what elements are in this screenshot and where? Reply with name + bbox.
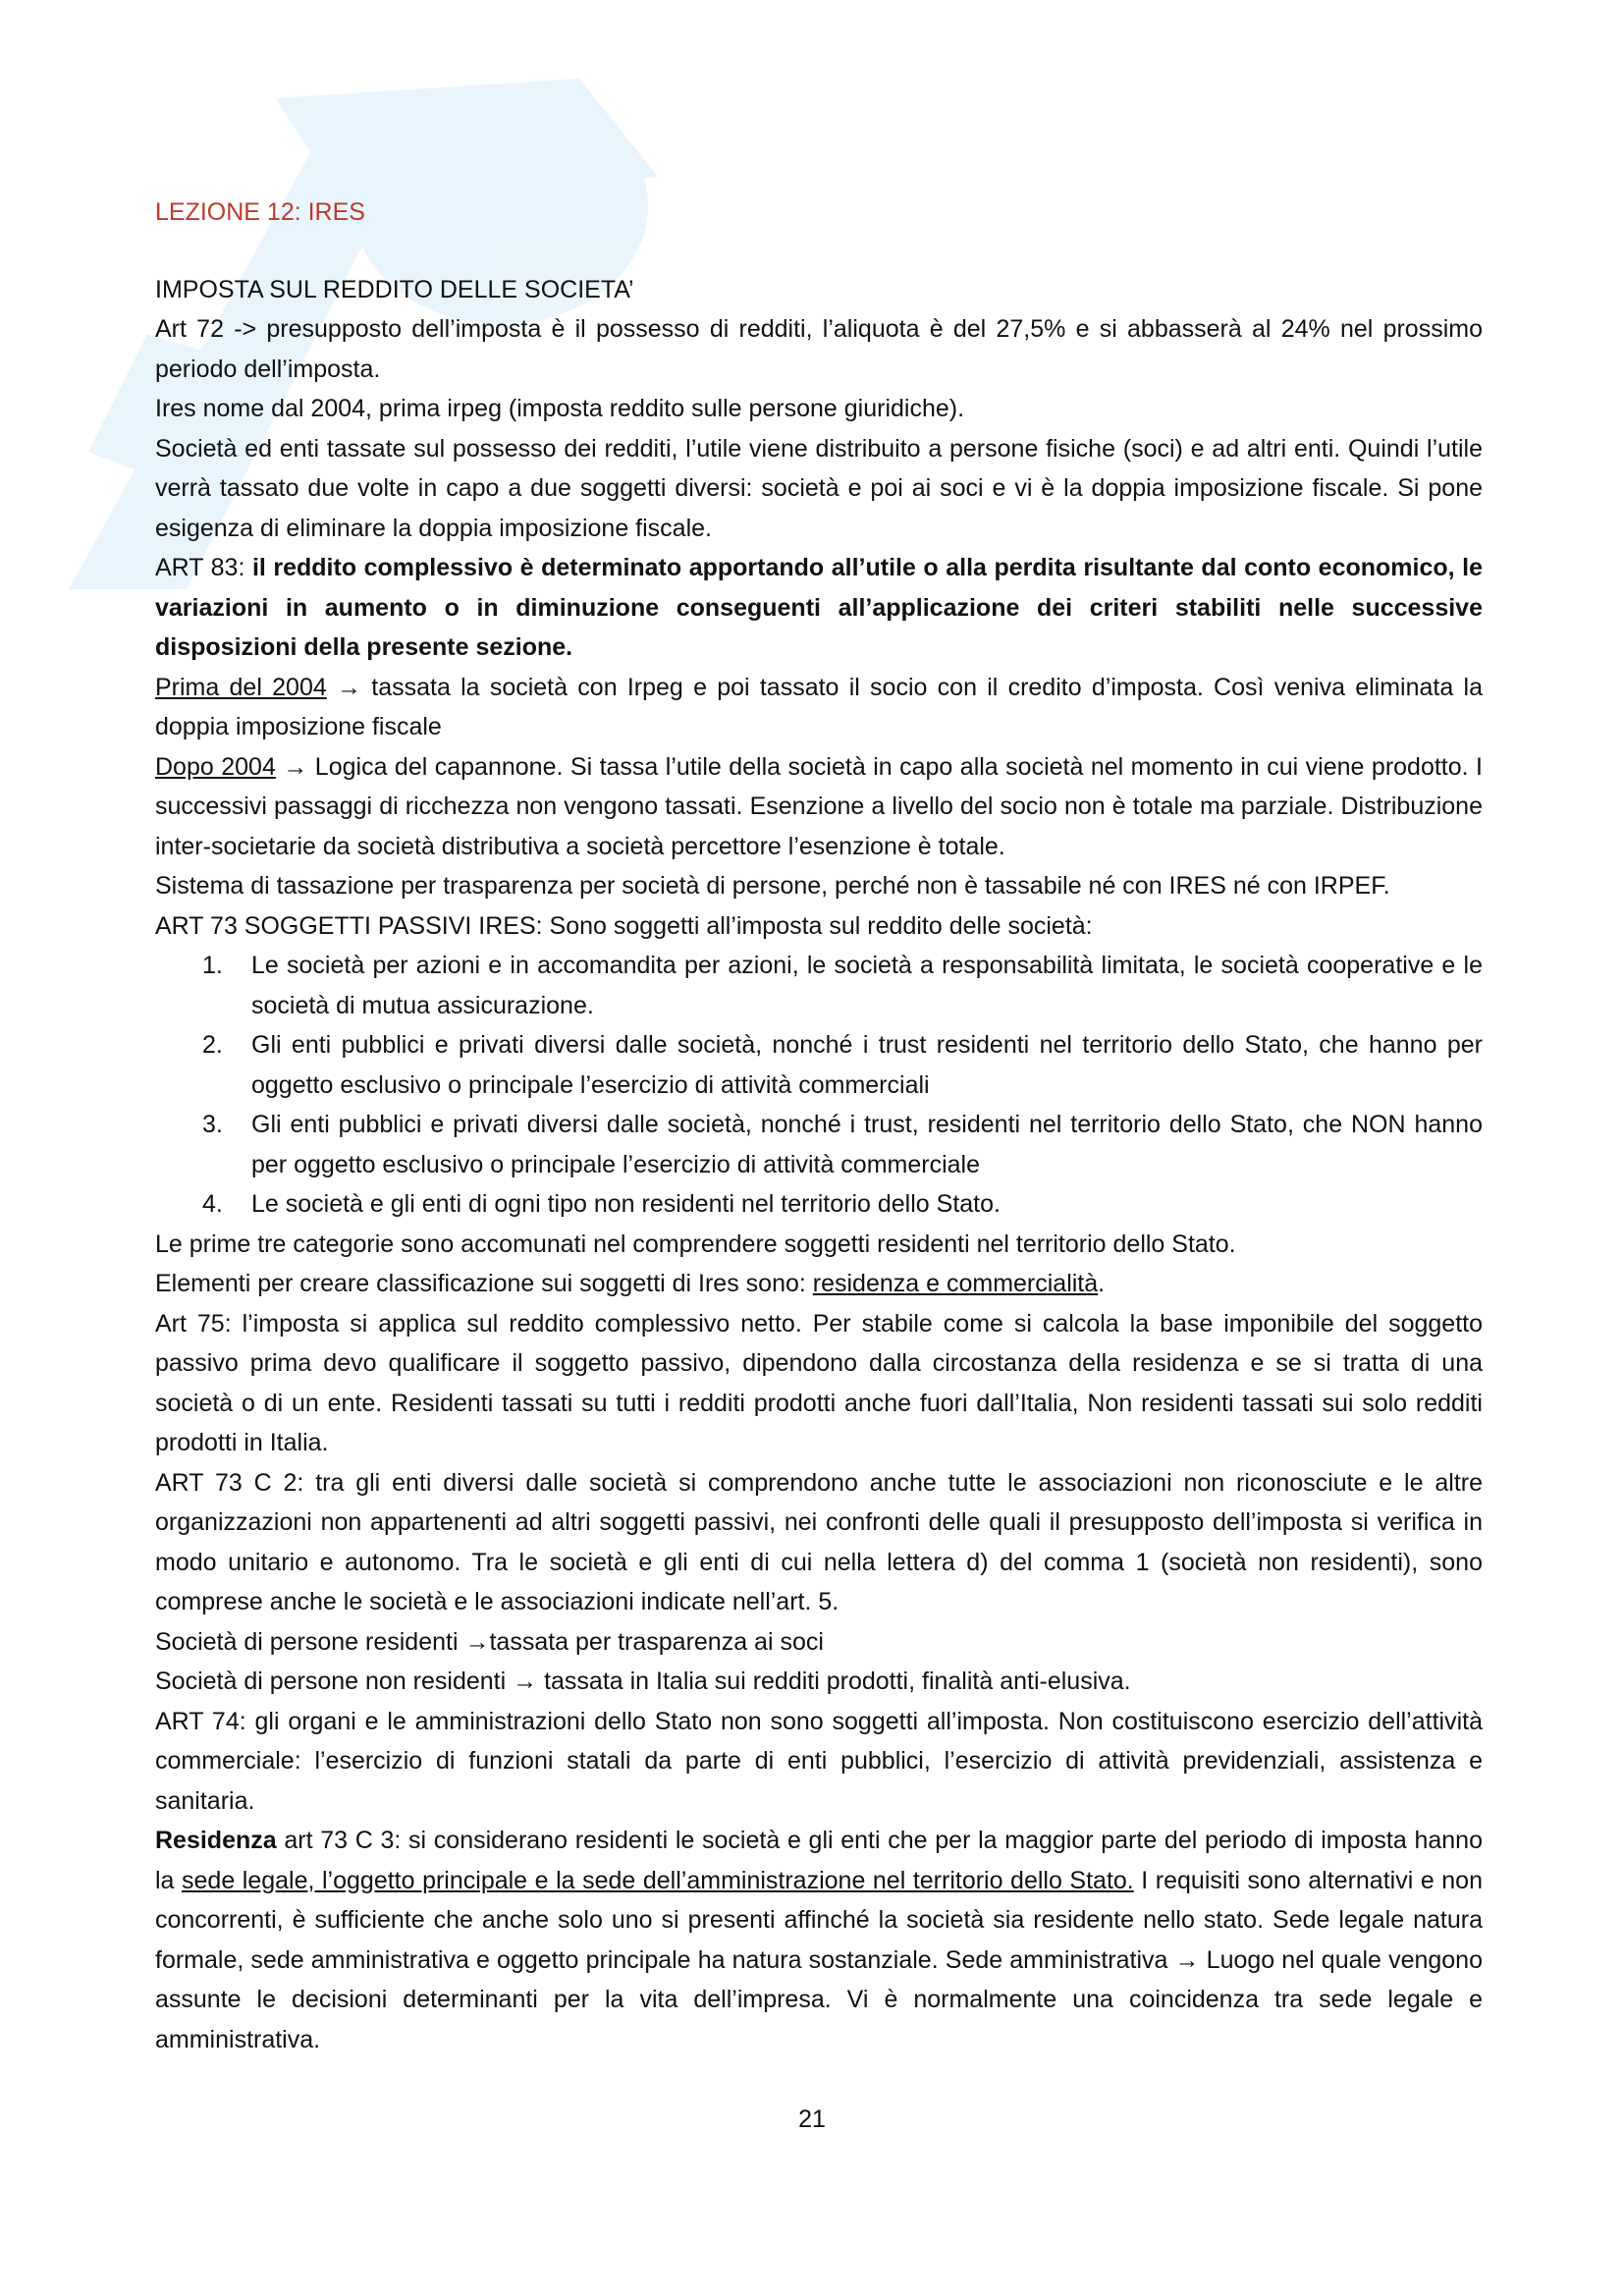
persone-non-residenti-label: Società di persone non residenti [155, 1667, 514, 1695]
residenza-underline: sede legale, l’oggetto principale e la sede dell’amministrazione nel territorio dello Stato. [182, 1866, 1134, 1894]
residenza-label: Residenza [155, 1827, 277, 1854]
soggetti-passivi-list [155, 946, 1483, 1225]
list-item-number: 1. [202, 952, 223, 979]
residenza-text-3: Luogo nel quale vengono assunte le decisioni determinanti per la vita dell’impresa. Vi è normalmente una coincidenza tra sede legale e amministrativa. [155, 1945, 1483, 2053]
paragraph-art73-intro: ART 73 SOGGETTI PASSIVI IRES: Sono soggetti all’imposta sul reddito delle società: [155, 911, 1093, 940]
list-item-number: 3. [202, 1111, 223, 1138]
paragraph-doppia-imposizione: Società ed enti tassate sul possesso dei redditi, l’utile viene distribuito a persone fisiche (soci) e ad altri enti. Quindi l’utile verrà tassato due volte in capo a due soggetti diversi: società e poi ai soci e vi è la doppia imposizione fiscale. Si pone esigenza di eliminare la doppia imposizione fiscale. [155, 434, 1483, 542]
paragraph-elementi [155, 1264, 1483, 1304]
elementi-text: Elementi per creare classificazione sui soggetti di Ires sono: [155, 1270, 813, 1297]
persone-residenti-text: tassata per trasparenza ai soci [489, 1627, 824, 1656]
list-item [202, 946, 1483, 1025]
prima-2004-text: tassata la società con Irpeg e poi tassato il socio con il credito d’imposta. Così veniva eliminata la doppia imposizione fiscale [155, 673, 1483, 740]
paragraph-trasparenza: Sistema di tassazione per trasparenza per società di persone, perché non è tassabile né con IRES né con IRPEF. [155, 872, 1390, 900]
list-item-number: 4. [202, 1190, 223, 1218]
art83-label: ART 83: [155, 554, 252, 581]
paragraph-persone-non-residenti [155, 1662, 1483, 1702]
list-item-text: Gli enti pubblici e privati diversi dalle società, nonché i trust, residenti nel territorio dello Stato, che NON hanno per oggetto esclusivo o principale l’esercizio di attività commerciale [251, 1111, 1483, 1178]
paragraph-art83 [155, 548, 1483, 668]
paragraph-persone-residenti [155, 1622, 1483, 1663]
persone-residenti-label: Società di persone residenti [155, 1627, 465, 1656]
list-item-text: Le società e gli enti di ogni tipo non residenti nel territorio dello Stato. [251, 1190, 1001, 1218]
arrow-right-icon: → [464, 1627, 490, 1656]
persone-non-residenti-text: tassata in Italia sui redditi prodotti, finalità anti-elusiva. [544, 1667, 1131, 1695]
section-heading: IMPOSTA SUL REDDITO DELLE SOCIETA’ [155, 275, 634, 303]
residenza-text-1: art 73 C 3: si considerano residenti le società e gli enti che per la maggior parte del periodo di imposta hanno la [155, 1827, 1483, 1894]
paragraph-art72: Art 72 -> presupposto dell’imposta è il possesso di redditi, l’aliquota è del 27,5% e si abbasserà al 24% nel prossimo periodo dell’imposta. [155, 315, 1483, 383]
paragraph-art75: Art 75: l’imposta si applica sul reddito complessivo netto. Per stabile come si calcola la base imponibile del soggetto passivo prima devo qualificare il soggetto passivo, dipendono dalla circostanza della residenza e se si tratta di una società o di un ente. Residenti tassati su tutti i redditi prodotti anche fuori dall’Italia, Non residenti tassati sui solo redditi prodotti in Italia. [155, 1309, 1483, 1456]
dopo-2004-text: Logica del capannone. Si tassa l’utile della società in capo alla società nel momento in cui viene prodotto. I successivi passaggi di ricchezza non vengono tassati. Esenzione a livello del socio non è totale ma parziale. Distribuzione inter-societarie da società distributiva a società percettore l’esenzione è totale. [155, 752, 1483, 860]
prima-2004-label: Prima del 2004 [155, 673, 327, 701]
paragraph-art73-c2: ART 73 C 2: tra gli enti diversi dalle società si comprendono anche tutte le associazioni non riconosciute e le altre organizzazioni non appartenenti ad altri soggetti passivi, nei confronti delle quali il presupposto dell’imposta si verifica in modo unitario e autonomo. Tra le società e gli enti di cui nella lettera d) del comma 1 (società non residenti), sono comprese anche le società e le associazioni indicate nell’art. 5. [155, 1468, 1483, 1615]
lesson-title: LEZIONE 12: IRES [155, 198, 365, 226]
document-page [155, 192, 1483, 2059]
list-item-text: Gli enti pubblici e privati diversi dalle società, nonché i trust residenti nel territorio dello Stato, che hanno per oggetto esclusivo o principale l’esercizio di attività commerciali [251, 1031, 1483, 1099]
paragraph-art74: ART 74: gli organi e le amministrazioni dello Stato non sono soggetti all’imposta. Non costituiscono esercizio dell’attività commerciale: l’esercizio di funzioni statali da parte di enti pubblici, l’esercizio di attività previdenziali, assistenza e sanitaria. [155, 1707, 1483, 1815]
paragraph-residenza [155, 1821, 1483, 2059]
arrow-right-icon: → [1174, 1945, 1200, 1974]
page-number: 21 [798, 2105, 826, 2133]
arrow-right-icon: → [275, 752, 315, 781]
art83-definition: il reddito complessivo è determinato apportando all’utile o alla perdita risultante dal conto economico, le variazioni in aumento o in diminuzione conseguenti all’applicazione dei criteri stabiliti nelle successive disposizioni della presente sezione. [155, 554, 1483, 661]
list-item [202, 1025, 1483, 1105]
arrow-right-icon: → [326, 673, 372, 701]
paragraph-prima-2004 [155, 668, 1483, 747]
elementi-end: . [1098, 1270, 1106, 1297]
elementi-underline: residenza e commercialità [812, 1270, 1099, 1297]
paragraph-dopo-2004 [155, 747, 1483, 867]
list-item [202, 1184, 1483, 1225]
list-item-text: Le società per azioni e in accomandita per azioni, le società a responsabilità limitata, le società cooperative e le società di mutua assicurazione. [251, 952, 1483, 1019]
list-item-number: 2. [202, 1031, 223, 1059]
paragraph-ires-name: Ires nome dal 2004, prima irpeg (imposta reddito sulle persone giuridiche). [155, 395, 965, 422]
list-item [202, 1105, 1483, 1184]
residenza-text-2: I requisiti sono alternativi e non concorrenti, è sufficiente che anche solo uno si presenti affinché la società sia residente nello stato. Sede legale natura formale, sede amministrativa e oggetto principale ha natura sostanziale. Sede amministrativa [155, 1866, 1483, 1974]
arrow-right-icon: → [513, 1667, 545, 1695]
dopo-2004-label: Dopo 2004 [155, 752, 276, 781]
paragraph-categorie: Le prime tre categorie sono accomunati nel comprendere soggetti residenti nel territorio dello Stato. [155, 1230, 1236, 1258]
